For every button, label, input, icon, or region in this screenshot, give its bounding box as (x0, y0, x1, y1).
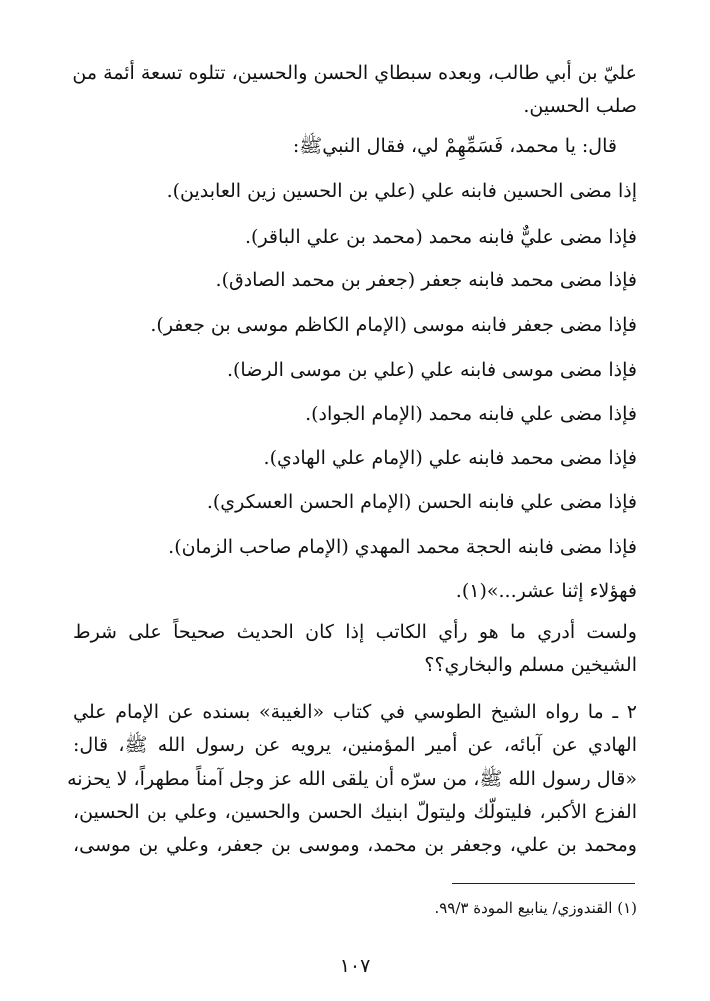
footnote: (١) القندوزي/ ينابيع المودة ٩٩/٣. (434, 899, 637, 917)
imam-line-1: إذا مضى الحسين فابنه علي (علي بن الحسين زين العابدين). (166, 180, 637, 202)
paragraph-2-line-2: الشيخين مسلم والبخاري؟؟ (424, 654, 637, 676)
imam-line-2: فإذا مضى عليٌّ فابنه محمد (محمد بن علي الباقر). (245, 226, 637, 248)
closing-line: فهؤلاء إثنا عشر...»(١). (455, 580, 637, 602)
imam-line-7: فإذا مضى محمد فابنه علي (الإمام علي الهادي). (263, 447, 637, 469)
quote-intro: قال: يا محمد، فَسَمِّهِمْ لي، فقال النبيﷺ: (292, 135, 617, 157)
paragraph-3-line-4: الفزع الأكبر، فليتولّك وليتولّ ابنيك الحسن والحسين، وعلي بن الحسين، (73, 801, 637, 823)
imam-line-5: فإذا مضى موسى فابنه علي (علي بن موسى الرضا). (226, 359, 637, 381)
paragraph-3-line-5: ومحمد بن علي، وجعفر بن محمد، وموسى بن جعفر، وعلي بن موسى، (73, 834, 637, 856)
imam-line-6: فإذا مضى علي فابنه محمد (الإمام الجواد). (305, 403, 637, 425)
paragraph-3-line-2: الهادي عن آبائه، عن أمير المؤمنين، يرويه عن رسول الله ﷺ، قال: (73, 734, 637, 756)
imam-line-8: فإذا مضى علي فابنه الحسن (الإمام الحسن العسكري). (206, 491, 637, 513)
paragraph-3-line-1: ٢ ـ ما رواه الشيخ الطوسي في كتاب «الغيبة» بسنده عن الإمام علي (73, 701, 637, 723)
footnote-separator (452, 883, 635, 884)
imam-line-4: فإذا مضى جعفر فابنه موسى (الإمام الكاظم موسى بن جعفر). (150, 314, 637, 336)
paragraph-1-line-1: عليّ بن أبي طالب، وبعده سبطاي الحسن والحسين، تتلوه تسعة أئمة من (72, 62, 637, 84)
imam-line-9: فإذا مضى فابنه الحجة محمد المهدي (الإمام صاحب الزمان). (168, 536, 637, 558)
paragraph-3-line-3: «قال رسول الله ﷺ، من سرّه أن يلقى الله عز وجل آمناً مطهراً، لا يحزنه (67, 768, 637, 790)
paragraph-1-line-2: صلب الحسين. (523, 95, 637, 117)
page-number: ١٠٧ (339, 955, 371, 977)
paragraph-2-line-1: ولست أدري ما هو رأي الكاتب إذا كان الحديث صحيحاً على شرط (73, 621, 637, 643)
imam-line-3: فإذا مضى محمد فابنه جعفر (جعفر بن محمد الصادق). (215, 269, 637, 291)
